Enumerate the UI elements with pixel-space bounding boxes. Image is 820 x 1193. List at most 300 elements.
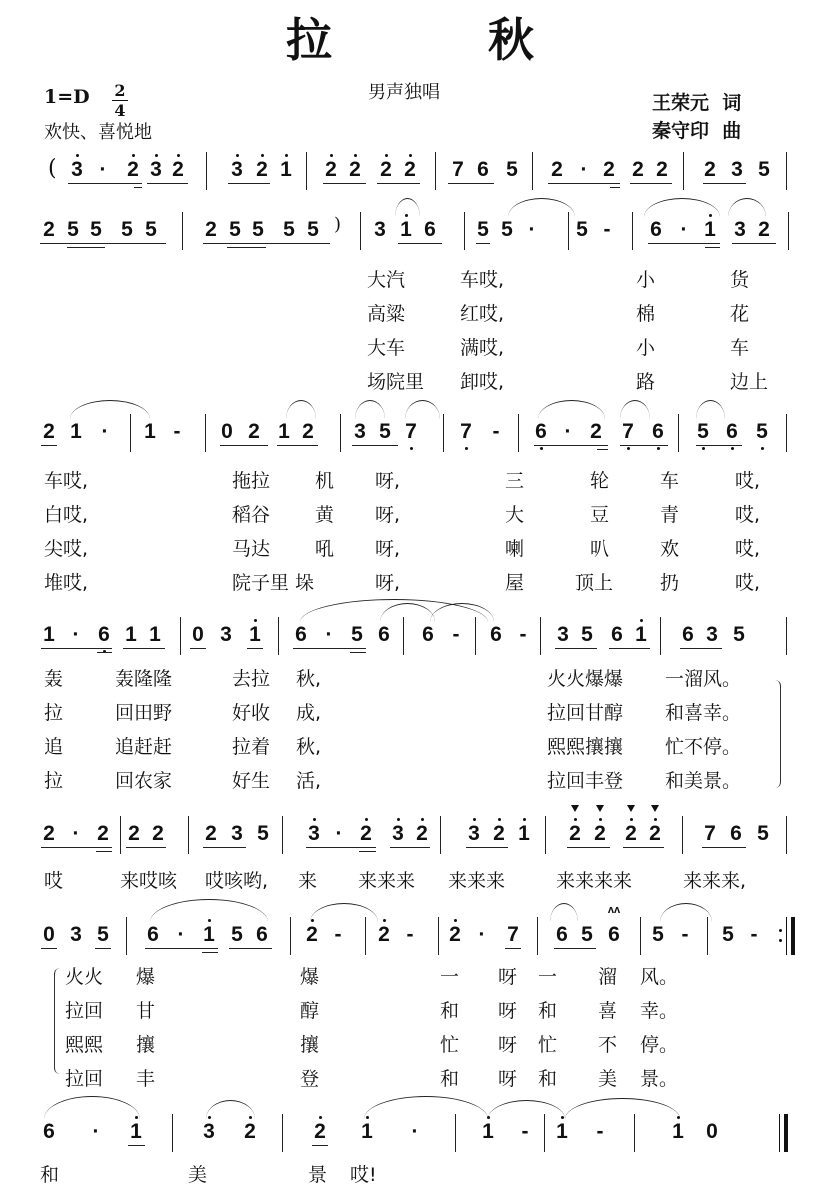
lyric-text: 花 xyxy=(730,303,750,325)
song-title: 拉 秋 xyxy=(285,13,604,67)
beam-underline xyxy=(398,243,442,244)
note: 0 xyxy=(221,420,233,443)
close-paren: ) xyxy=(334,214,342,235)
lyric-text: 一 xyxy=(538,966,558,988)
note: 6 xyxy=(726,420,738,443)
slur xyxy=(364,1096,488,1119)
lyric-text: 来 xyxy=(298,870,318,892)
note: 1 xyxy=(249,623,261,646)
note: · xyxy=(92,1120,100,1143)
beam-underline xyxy=(648,243,720,244)
lyric-text: 呀 xyxy=(498,1034,518,1056)
octave-dot-above xyxy=(654,818,657,821)
lyricist-credit: 王荣元 词 xyxy=(652,92,742,114)
beam-underline xyxy=(41,948,57,949)
beam-underline xyxy=(554,948,596,949)
beam-underline xyxy=(609,648,650,649)
beam-underline xyxy=(228,183,270,184)
bar-line xyxy=(786,414,787,452)
note: - xyxy=(406,923,414,946)
note: 6 xyxy=(682,623,694,646)
note: 1 xyxy=(70,420,82,443)
lyric-text: 卸哎, xyxy=(460,371,505,393)
beam-underline xyxy=(203,847,246,848)
note: 2 xyxy=(380,158,392,181)
beam-underline xyxy=(696,445,742,446)
octave-dot-above xyxy=(397,818,400,821)
lyric-text: 拉回 xyxy=(65,1000,104,1022)
bar-line xyxy=(786,816,787,854)
bar-line xyxy=(306,152,307,190)
beam-underline xyxy=(96,851,112,852)
beam-underline xyxy=(41,847,112,848)
note: 5 xyxy=(506,158,518,181)
note: 1 xyxy=(704,218,716,241)
beam-underline xyxy=(377,183,420,184)
note: 5 xyxy=(501,218,513,241)
octave-dot-below xyxy=(465,447,468,450)
beam-underline xyxy=(97,652,112,653)
beam-underline xyxy=(623,847,664,848)
note: 2 xyxy=(43,420,55,443)
lyric-text: 屋 xyxy=(505,572,525,594)
beam-underline xyxy=(293,648,366,649)
bar-line xyxy=(282,1114,283,1152)
note: - xyxy=(334,923,342,946)
lyric-text: 风。 xyxy=(640,966,679,988)
note: 2 xyxy=(569,822,581,845)
octave-dot-above xyxy=(599,818,602,821)
lyric-text: 来来来 xyxy=(448,870,506,892)
lyric-text: 秋, xyxy=(296,668,322,690)
note: 6 xyxy=(424,218,436,241)
lyric-text: 轰 xyxy=(44,668,64,690)
open-paren: ( xyxy=(48,156,57,181)
lyric-text: 扔 xyxy=(660,572,680,594)
lyric-text: 爆 xyxy=(136,966,156,988)
note: 1 xyxy=(203,923,215,946)
note: 6 xyxy=(98,623,110,646)
note: 2 xyxy=(128,822,140,845)
beam-underline xyxy=(128,1145,145,1146)
note: 7 xyxy=(452,158,464,181)
slur xyxy=(660,903,712,922)
note: 7 xyxy=(460,420,472,443)
note: 2 xyxy=(205,822,217,845)
lyric-text: 和 xyxy=(538,1000,558,1022)
octave-dot-above xyxy=(574,818,577,821)
lyric-text: 一溜风。 xyxy=(665,668,742,690)
octave-dot-below xyxy=(731,447,734,450)
bar-line xyxy=(464,212,465,250)
slur xyxy=(206,1100,255,1119)
lyric-text: 拖拉 xyxy=(232,470,271,492)
lyric-text: 哎咳哟, xyxy=(205,870,269,892)
octave-dot-above xyxy=(313,818,316,821)
note: 3 xyxy=(392,822,404,845)
beam-underline xyxy=(548,183,620,184)
note: 1 xyxy=(43,623,55,646)
beam-underline xyxy=(123,648,165,649)
lyric-text: 哎, xyxy=(735,572,761,594)
lyric-text: 登 xyxy=(300,1068,320,1090)
lyric-text: 火火爆爆 xyxy=(547,668,624,690)
bar-line xyxy=(435,152,436,190)
note: 5 xyxy=(722,923,734,946)
lyric-text: 机 xyxy=(315,470,335,492)
lyric-text: 来来来, xyxy=(683,870,747,892)
beam-underline xyxy=(448,183,494,184)
beam-underline xyxy=(41,445,57,446)
note: 2 xyxy=(656,158,668,181)
lyric-text: 吼 xyxy=(315,538,335,560)
slur xyxy=(550,903,578,922)
bar-line xyxy=(360,212,361,250)
note: 3 xyxy=(468,822,480,845)
lyric-text: 哎! xyxy=(350,1164,377,1186)
lyric-text: 秋, xyxy=(296,736,322,758)
slur xyxy=(44,1096,140,1119)
time-signature-bottom: 4 xyxy=(114,101,126,120)
lyric-text: 哎 xyxy=(44,870,64,892)
lyric-text: 院子里 xyxy=(232,572,290,594)
note: 1 xyxy=(130,1120,142,1143)
bar-line xyxy=(786,617,787,655)
beam-underline xyxy=(120,243,162,244)
note: 6 xyxy=(490,623,502,646)
note: 3 xyxy=(731,158,743,181)
bar-line xyxy=(532,152,533,190)
note: · xyxy=(72,822,80,845)
beam-underline xyxy=(220,445,268,446)
note: 6 xyxy=(477,158,489,181)
lyric-text: 棉 xyxy=(636,303,656,325)
lyric-text: 尖哎, xyxy=(44,538,89,560)
lyric-text: 和 xyxy=(440,1000,460,1022)
bar-line xyxy=(126,917,127,955)
beam-underline xyxy=(134,187,142,188)
note: 2 xyxy=(152,822,164,845)
bar-line xyxy=(475,617,476,655)
note: 2 xyxy=(551,158,563,181)
lyric-text: 小 xyxy=(636,269,656,291)
note: 2 xyxy=(449,923,461,946)
note: 5 xyxy=(90,218,102,241)
note: 3 xyxy=(354,420,366,443)
note: · xyxy=(101,420,109,443)
accent-mark xyxy=(627,805,635,812)
lyric-text: 车哎, xyxy=(44,470,89,492)
accent-mark xyxy=(596,805,604,812)
note: · xyxy=(411,1120,419,1143)
lyric-text: 回农家 xyxy=(115,770,173,792)
lyric-text: 和 xyxy=(538,1068,558,1090)
octave-dot-above xyxy=(177,154,180,157)
lyric-text: 大汽 xyxy=(367,269,406,291)
beam-underline xyxy=(680,648,722,649)
lyric-text: 熙熙 xyxy=(65,1034,104,1056)
lyric-text: 顶上 xyxy=(575,572,614,594)
beam-underline xyxy=(534,445,608,446)
lyric-text: 不 xyxy=(598,1034,618,1056)
lyric-text: 高粱 xyxy=(367,303,406,325)
bar-line xyxy=(540,617,541,655)
slur xyxy=(508,198,575,217)
note: 3 xyxy=(557,623,569,646)
beam-underline xyxy=(732,243,776,244)
repeat-dot xyxy=(779,939,782,942)
octave-dot-below xyxy=(657,447,660,450)
bar-line xyxy=(188,816,189,854)
end-repeat-thin xyxy=(786,917,787,955)
bar-line xyxy=(568,212,569,250)
slur xyxy=(355,400,385,419)
bar-line xyxy=(120,816,121,854)
note: 1 xyxy=(280,158,292,181)
note: 3 xyxy=(150,158,162,181)
lyric-text: 满哎, xyxy=(460,337,505,359)
note: 6 xyxy=(611,623,623,646)
repeat-dot xyxy=(779,929,782,932)
beam-underline xyxy=(145,948,218,949)
bar-line xyxy=(682,816,683,854)
octave-dot-above xyxy=(385,154,388,157)
octave-dot-above xyxy=(330,154,333,157)
note: 5 xyxy=(67,218,79,241)
note: 6 xyxy=(730,822,742,845)
slur xyxy=(488,1100,565,1119)
beam-underline xyxy=(202,952,218,953)
beam-underline xyxy=(597,449,608,450)
note: 5 xyxy=(307,218,319,241)
tempo-marking: 欢快、喜悦地 xyxy=(44,122,152,143)
note: · xyxy=(528,218,536,241)
note: 2 xyxy=(248,420,260,443)
bar-line xyxy=(443,414,444,452)
lyric-text: 车哎, xyxy=(460,269,505,291)
bar-line xyxy=(438,917,439,955)
lyric-text: 哎, xyxy=(735,538,761,560)
lyric-text: 醇 xyxy=(300,1000,320,1022)
lyric-text: 美 xyxy=(188,1164,208,1186)
note: 7 xyxy=(704,822,716,845)
key-signature: 1=D xyxy=(44,86,90,108)
note: 1 xyxy=(278,420,290,443)
note: 1 xyxy=(672,1120,684,1143)
lyric-text: 呀, xyxy=(375,470,401,492)
note: 5 xyxy=(379,420,391,443)
lyric-text: 和喜幸。 xyxy=(665,702,742,724)
lyric-text: 叭 xyxy=(590,538,610,560)
lyric-text: 稻谷 xyxy=(232,504,271,526)
lyric-text: 停。 xyxy=(640,1034,679,1056)
beam-underline xyxy=(703,183,746,184)
lyric-text: 拉回 xyxy=(65,1068,104,1090)
bar-line xyxy=(206,152,207,190)
lyric-text: 红哎, xyxy=(460,303,505,325)
octave-dot-above xyxy=(76,154,79,157)
beam-underline xyxy=(67,247,105,248)
beam-underline xyxy=(68,183,142,184)
lyric-text: 幸。 xyxy=(640,1000,679,1022)
lyric-text: 追 xyxy=(44,736,64,758)
bar-line xyxy=(537,917,538,955)
note: 5 xyxy=(257,822,269,845)
lyric-text: 哎, xyxy=(735,470,761,492)
note: 5 xyxy=(97,923,109,946)
note: 2 xyxy=(590,420,602,443)
beam-underline xyxy=(567,847,610,848)
composer-credit: 秦守印 曲 xyxy=(652,120,742,142)
beam-underline xyxy=(705,247,720,248)
lyric-text: 拉 xyxy=(44,770,64,792)
note: 6 xyxy=(556,923,568,946)
lyric-text: 成, xyxy=(296,702,322,724)
lyric-text: 忙 xyxy=(440,1034,460,1056)
note: 1 xyxy=(635,623,647,646)
octave-dot-above xyxy=(254,619,257,622)
bar-line xyxy=(130,414,131,452)
note: 3 xyxy=(734,218,746,241)
note: 3 xyxy=(220,623,232,646)
slur xyxy=(644,198,720,217)
lyric-text: 堆哎, xyxy=(44,572,89,594)
lyric-text: 哎, xyxy=(735,504,761,526)
octave-dot-above xyxy=(155,154,158,157)
note: 1 xyxy=(556,1120,568,1143)
beam-underline xyxy=(505,948,521,949)
bar-line xyxy=(205,414,206,452)
slur xyxy=(70,400,150,419)
beam-underline xyxy=(312,1145,328,1146)
lyric-text: 马达 xyxy=(232,538,271,560)
beam-underline xyxy=(352,445,398,446)
note: 5 xyxy=(283,218,295,241)
lyric-text: 来来来来 xyxy=(556,870,633,892)
octave-dot-above xyxy=(421,818,424,821)
accent-mark xyxy=(571,805,579,812)
note: - xyxy=(492,420,500,443)
octave-dot-above xyxy=(236,154,239,157)
note: 1 xyxy=(149,623,161,646)
note: 1 xyxy=(482,1120,494,1143)
end-repeat-thick xyxy=(791,917,795,955)
note: 7 xyxy=(405,420,417,443)
beam-underline xyxy=(630,183,672,184)
slur xyxy=(150,899,268,922)
lyric-text: 拉着 xyxy=(232,736,271,758)
note: 5 xyxy=(576,218,588,241)
bar-line xyxy=(290,917,291,955)
note: · xyxy=(325,623,333,646)
note: 2 xyxy=(632,158,644,181)
bar-line xyxy=(660,617,661,655)
note: 2 xyxy=(349,158,361,181)
lyric-text: 去拉 xyxy=(232,668,271,690)
slur xyxy=(395,198,420,217)
slur xyxy=(286,400,316,419)
lyric-text: 丰 xyxy=(136,1068,156,1090)
bar-line xyxy=(278,617,279,655)
note: 5 xyxy=(758,158,770,181)
note: 2 xyxy=(172,158,184,181)
note: 2 xyxy=(704,158,716,181)
slur xyxy=(620,400,650,419)
lyric-text: 溜 xyxy=(598,966,618,988)
beam-underline xyxy=(476,243,490,244)
lyric-text: 甘 xyxy=(136,1000,156,1022)
lyric-text: 忙不停。 xyxy=(665,736,742,758)
octave-dot-above xyxy=(261,154,264,157)
note: 6 xyxy=(535,420,547,443)
lyric-text: 拉 xyxy=(44,702,64,724)
note: 2 xyxy=(758,218,770,241)
octave-dot-below xyxy=(627,447,630,450)
beam-underline xyxy=(190,648,206,649)
lyric-text: 大 xyxy=(505,504,525,526)
octave-dot-above xyxy=(498,818,501,821)
mordent-mark: ʌʌ xyxy=(607,904,621,916)
beam-underline xyxy=(555,648,597,649)
note: 3 xyxy=(231,158,243,181)
lyric-text: 熙熙攘攘 xyxy=(547,736,624,758)
lyric-text: 美 xyxy=(598,1068,618,1090)
note: 5 xyxy=(229,218,241,241)
bar-line xyxy=(455,1114,456,1152)
note: 2 xyxy=(306,923,318,946)
lyric-text: 呀, xyxy=(375,538,401,560)
bar-line xyxy=(545,816,546,854)
note: 5 xyxy=(756,420,768,443)
lyric-text: 拉回丰登 xyxy=(547,770,624,792)
lyric-text: 活, xyxy=(296,770,322,792)
lyric-text: 边上 xyxy=(730,371,769,393)
lyric-text: 攘 xyxy=(300,1034,320,1056)
slur xyxy=(405,400,440,419)
beam-underline xyxy=(147,183,188,184)
note: 2 xyxy=(325,158,337,181)
beam-underline xyxy=(282,243,320,244)
lyric-text: 景 xyxy=(308,1164,328,1186)
note: 2 xyxy=(127,158,139,181)
octave-dot-above xyxy=(365,818,368,821)
beam-underline xyxy=(323,183,366,184)
note: 2 xyxy=(256,158,268,181)
note: 6 xyxy=(147,923,159,946)
note: · xyxy=(580,158,588,181)
beam-underline xyxy=(229,948,272,949)
lyric-text: 大车 xyxy=(367,337,406,359)
note: 6 xyxy=(295,623,307,646)
note: 6 xyxy=(378,623,390,646)
note: 6 xyxy=(43,1120,55,1143)
note: 2 xyxy=(603,158,615,181)
lyric-text: 喜 xyxy=(598,1000,618,1022)
lyric-text: 好生 xyxy=(232,770,271,792)
note: - xyxy=(519,623,527,646)
lyric-text: 垛 xyxy=(295,572,315,594)
note: 1 xyxy=(144,420,156,443)
note: · xyxy=(564,420,572,443)
note: 2 xyxy=(493,822,505,845)
note: 2 xyxy=(416,822,428,845)
note: 1 xyxy=(518,822,530,845)
octave-dot-below xyxy=(540,447,543,450)
note: · xyxy=(99,158,107,181)
lyric-text: 来哎咳 xyxy=(120,870,178,892)
slur xyxy=(728,198,766,217)
lyric-text: 欢 xyxy=(660,538,680,560)
